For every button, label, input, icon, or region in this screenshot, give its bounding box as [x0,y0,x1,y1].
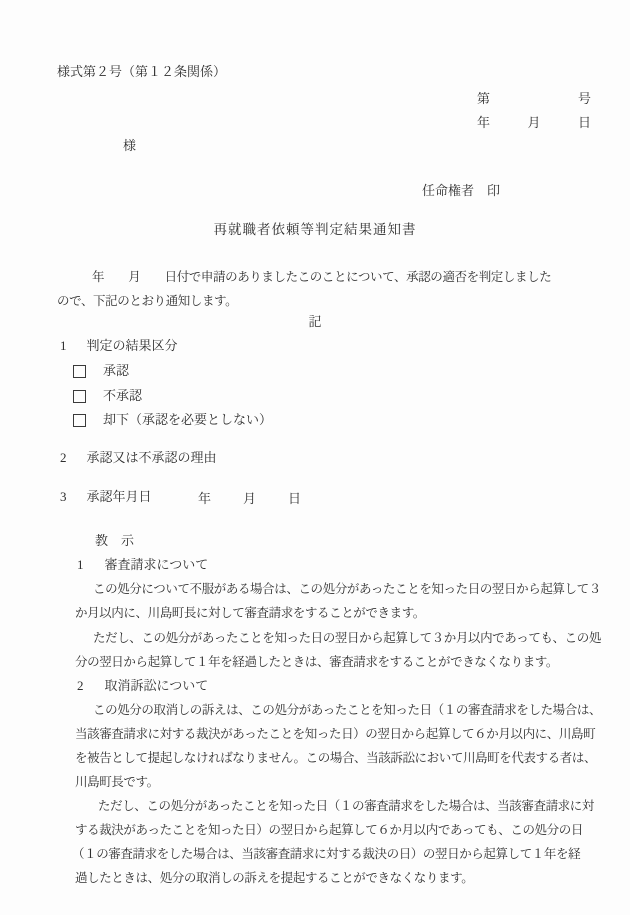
checkbox-rejection[interactable] [73,414,86,427]
doc-number-prefix: 第 [477,91,491,106]
result-option-row-rejection [73,411,272,429]
doc-number-suffix: 号 [577,91,591,106]
doc-date-year: 年 [477,115,491,130]
section-2-title: 承認又は不承認の理由 [86,450,217,465]
record-marker: 記 [308,314,322,329]
section-3-number: 3 [60,489,67,504]
instruction-item-2-heading [77,677,208,695]
instruction-text-line: 当該審査請求に対する裁決があったことを知った日）の翌日から起算して６か月以内に、川島町 [75,727,596,741]
instruction-text-line: 分の翌日から起算して１年を経過したときは、審査請求をすることができなくなります。 [75,655,559,669]
instruction-text-line: か月以内に、川島町長に対して審査請求をすることができます。 [75,606,425,620]
instruction-heading: 教 示 [95,533,135,548]
instruction-text-line: する裁決があったことを知った日）の翌日から起算して６か月以内であっても、この処分の日 [75,823,583,837]
issuer-seal-line: 任命権者 印 [422,183,501,198]
result-option-label-rejection: 却下（承認を必要としない） [103,412,273,427]
document-title: 再就職者依頼等判定結果通知書 [213,222,417,237]
instruction-text-line: ただし、この処分があったことを知った日（１の審査請求をした場合は、当該審査請求に対 [98,799,594,813]
instruction-text-line: を被告として提起しなければなりません。この場合、当該訴訟において川島町を代表する者は、 [75,751,597,765]
result-option-row-approval [73,362,129,380]
instruction-text-line: ただし、この処分があったことを知った日の翌日から起算して３か月以内であっても、この処 [93,631,601,645]
result-option-row-disapproval [73,387,142,405]
section-1-number: 1 [60,338,67,353]
instruction-item-2-title: 取消訴訟について [104,678,209,693]
doc-date-day: 日 [577,115,591,130]
instruction-text-line: この処分の取消しの訴えは、この処分があったことを知った日（１の審査請求をした場合は、 [93,703,602,717]
result-option-label-approval: 承認 [103,363,130,378]
section-3-heading [60,488,152,506]
result-option-label-disapproval: 不承認 [103,388,143,403]
instruction-text-line: （１の審査請求をした場合は、当該審査請求に対する裁決の日）の翌日から起算して１年を経 [72,847,581,861]
checkbox-disapproval[interactable] [73,390,86,403]
intro-line-2: ので、下記のとおり通知します。 [57,294,238,308]
doc-number-line [477,88,591,107]
section-3-title: 承認年月日 [86,489,152,504]
checkbox-approval[interactable] [73,365,86,378]
section-1-heading [60,337,178,355]
intro-line-1: 年 月 日付で申請のありましたこのことについて、承認の適否を判定しました [92,270,552,284]
instruction-item-1-title: 審査請求について [104,557,209,572]
section-1-title: 判定の結果区分 [86,338,178,353]
section-2-number: 2 [60,450,67,465]
instruction-item-1-heading [77,556,208,574]
instruction-item-2-number: 2 [77,678,84,693]
approval-date-fields [198,488,301,507]
instruction-item-1-number: 1 [77,557,84,572]
section-2-heading [60,449,217,467]
instruction-text-line: この処分について不服がある場合は、この処分があったことを知った日の翌日から起算して３ [93,582,601,596]
doc-date-month: 月 [527,115,541,130]
approval-date-year: 年 [198,491,212,506]
form-label: 様式第２号（第１２条関係） [57,64,227,79]
approval-date-month: 月 [242,491,256,506]
addressee-honorific: 様 [123,138,137,153]
approval-date-day: 日 [287,491,301,506]
instruction-text-line: 川島町長です。 [75,775,159,789]
instruction-text-line: 過したときは、処分の取消しの訴えを提起することができなくなります。 [75,871,474,885]
doc-date-line [477,112,591,131]
